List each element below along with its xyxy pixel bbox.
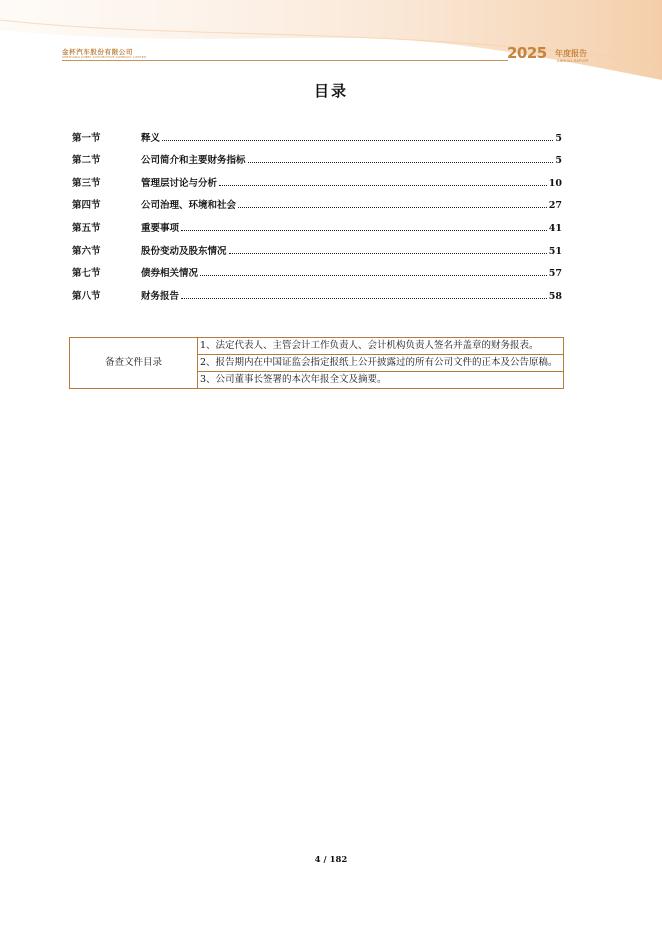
toc-section-number: 第二节	[72, 155, 101, 167]
toc-leader-dots	[181, 297, 547, 299]
company-name: 金杯汽车股份有限公司	[62, 48, 133, 56]
toc-page-number: 51	[548, 245, 562, 257]
toc-leader-dots	[229, 252, 547, 254]
toc-section-title: 释义	[141, 132, 161, 144]
table-row	[70, 338, 564, 355]
toc-entry[interactable]	[72, 144, 562, 167]
table-of-contents	[72, 121, 562, 302]
toc-leader-dots	[248, 161, 554, 163]
report-label: 年度报告	[555, 49, 587, 58]
toc-page-number: 57	[548, 268, 562, 280]
reference-documents-table	[69, 337, 564, 389]
toc-leader-dots	[200, 274, 547, 276]
toc-section-number: 第三节	[72, 177, 101, 189]
toc-leader-dots	[219, 184, 547, 186]
toc-page-number: 10	[548, 177, 562, 189]
toc-page-number: 41	[548, 222, 562, 234]
toc-entry[interactable]	[72, 166, 562, 189]
toc-section-title: 公司治理、环境和社会	[141, 200, 237, 212]
toc-entry[interactable]	[72, 189, 562, 212]
toc-page-number: 27	[548, 200, 562, 212]
toc-section-number: 第八节	[72, 290, 101, 302]
toc-entry[interactable]	[72, 121, 562, 144]
toc-section-number: 第七节	[72, 268, 101, 280]
page-title: 目录	[313, 82, 348, 100]
toc-leader-dots	[238, 206, 547, 208]
toc-leader-dots	[162, 139, 553, 141]
toc-page-number: 58	[548, 290, 562, 302]
report-label-en: ANNUAL REPORT	[557, 59, 590, 63]
toc-entry[interactable]	[72, 211, 562, 234]
reference-document-item: 1、法定代表人、主管会计工作负责人、会计机构负责人签名并盖章的财务报表。	[198, 338, 564, 355]
toc-leader-dots	[181, 229, 547, 231]
toc-entry[interactable]	[72, 279, 562, 302]
toc-section-title: 财务报告	[141, 290, 180, 302]
toc-section-number: 第四节	[72, 200, 101, 212]
header-wave-decoration	[0, 0, 662, 80]
toc-section-number: 第一节	[72, 132, 101, 144]
toc-section-number: 第五节	[72, 222, 101, 234]
toc-section-number: 第六节	[72, 245, 101, 257]
reference-document-item: 3、公司董事长签署的本次年报全文及摘要。	[198, 372, 564, 389]
reference-document-item: 2、报告期内在中国证监会指定报纸上公开披露过的所有公司文件的正本及公告原稿。	[198, 355, 564, 372]
page-header	[0, 0, 662, 80]
toc-entry[interactable]	[72, 257, 562, 280]
toc-page-number: 5	[555, 132, 562, 144]
toc-section-title: 股份变动及股东情况	[141, 245, 227, 257]
toc-section-title: 重要事项	[141, 222, 180, 234]
toc-section-title: 公司简介和主要财务指标	[141, 155, 246, 167]
toc-page-number: 5	[555, 155, 562, 167]
toc-section-title: 债券相关情况	[141, 268, 199, 280]
header-rule	[62, 60, 508, 61]
toc-entry[interactable]	[72, 234, 562, 257]
report-year: 2025	[507, 44, 547, 62]
reference-documents-label: 备查文件目录	[70, 338, 198, 389]
page-number: 4 / 182	[314, 855, 348, 865]
toc-section-title: 管理层讨论与分析	[141, 177, 218, 189]
company-name-en: SHENYANG JINBEI AUTOMOTIVE COMPANY LIMITED	[62, 55, 147, 59]
